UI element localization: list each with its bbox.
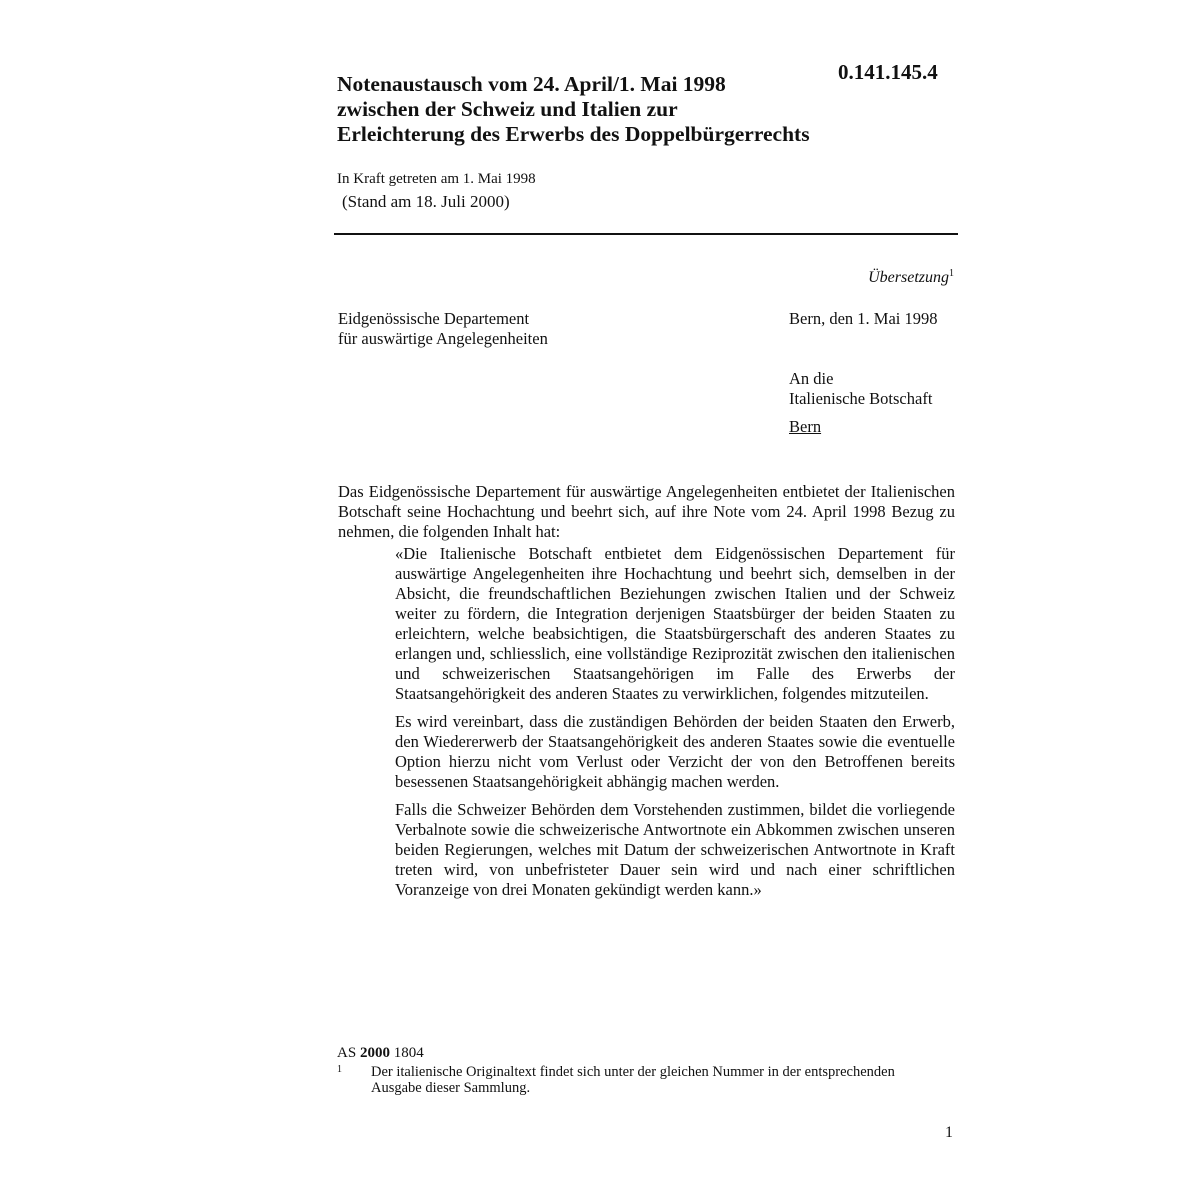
status-date: (Stand am 18. Juli 2000) <box>342 192 510 211</box>
title-line: Notenaustausch vom 24. April/1. Mai 1998 <box>337 72 726 96</box>
footnote-text: Der italienische Originaltext findet sich unter der gleichen Nummer in der entsprechenden Ausgabe dieser Sammlung. <box>371 1064 895 1096</box>
footnote-reference[interactable]: 1 <box>949 268 954 279</box>
translation-note <box>868 264 954 288</box>
in-force-date: In Kraft getreten am 1. Mai 1998 <box>337 171 536 187</box>
footnote-mark: 1 <box>337 1064 342 1075</box>
quote-paragraph: Es wird vereinbart, dass die zuständigen Behörden der beiden Staaten den Erwerb, den Wiedererwerb der Staatsangehörigkeit des anderen Staates sowie die eventuelle Option hierzu nicht vom Verlust oder Verzicht der von den Betroffenen bereits besessenen Staatsangehörigkeit abhängig machen werden. <box>395 712 955 791</box>
sender-line: für auswärtige Angelegenheiten <box>338 329 548 348</box>
recipient-line: Italienische Botschaft <box>789 389 933 408</box>
as-page: 1804 <box>393 1045 424 1061</box>
as-prefix: AS <box>337 1045 357 1061</box>
title-line: Erleichterung des Erwerbs des Doppelbürgerrechts <box>337 122 810 146</box>
title-line: zwischen der Schweiz und Italien zur <box>337 97 678 121</box>
footnote <box>337 1064 897 1096</box>
quoted-note <box>395 544 955 900</box>
header-divider <box>334 233 958 235</box>
translation-label: Übersetzung <box>868 269 949 286</box>
letter-place-date: Bern, den 1. Mai 1998 <box>789 309 938 328</box>
letter-sender <box>338 309 548 349</box>
document-title <box>337 72 937 147</box>
page-number: 1 <box>945 1124 953 1141</box>
as-year: 2000 <box>359 1045 390 1061</box>
sr-number: 0.141.145.4 <box>838 60 938 84</box>
recipient-city: Bern <box>789 417 822 436</box>
official-collection-reference <box>337 1044 424 1062</box>
quote-paragraph: «Die Italienische Botschaft entbietet dem Eidgenössischen Departement für auswärtige Angelegenheiten ihre Hochachtung und beehrt sich, demselben in der Absicht, die freundschaftlichen Beziehungen zwischen Italien und der Schweiz weiter zu fördern, die Integration derjenigen Staatsbürger der beiden Staaten zu erleichtern, welche beabsichtigen, die Staatsbürgerschaft des anderen Staates zu erlangen und, schliesslich, eine vollständige Reziprozität zwischen den italienischen und schweizerischen Staatsangehörigen im Falle des Erwerbs der Staatsangehörigkeit des anderen Staates zu verwirklichen, folgendes mitzuteilen. <box>395 544 955 703</box>
letter-recipient <box>789 369 932 437</box>
letter-body <box>338 482 955 908</box>
quote-paragraph: Falls die Schweizer Behörden dem Vorstehenden zustimmen, bildet die vorliegende Verbalnote sowie die schweizerische Antwortnote ein Abkommen zwischen unseren beiden Regierungen, welches mit Datum der schweizerischen Antwortnote in Kraft treten wird, von unbefristeter Dauer sein wird und nach einer schriftlichen Voranzeige von drei Monaten gekündigt werden kann.» <box>395 800 955 899</box>
sender-line: Eidgenössische Departement <box>338 309 530 328</box>
intro-paragraph: Das Eidgenössische Departement für auswärtige Angelegenheiten entbietet der Italienischen Botschaft seine Hochachtung und beehrt sich, auf ihre Note vom 24. April 1998 Bezug zu nehmen, die folgenden Inhalt hat: <box>338 482 955 541</box>
recipient-line: An die <box>789 369 834 388</box>
